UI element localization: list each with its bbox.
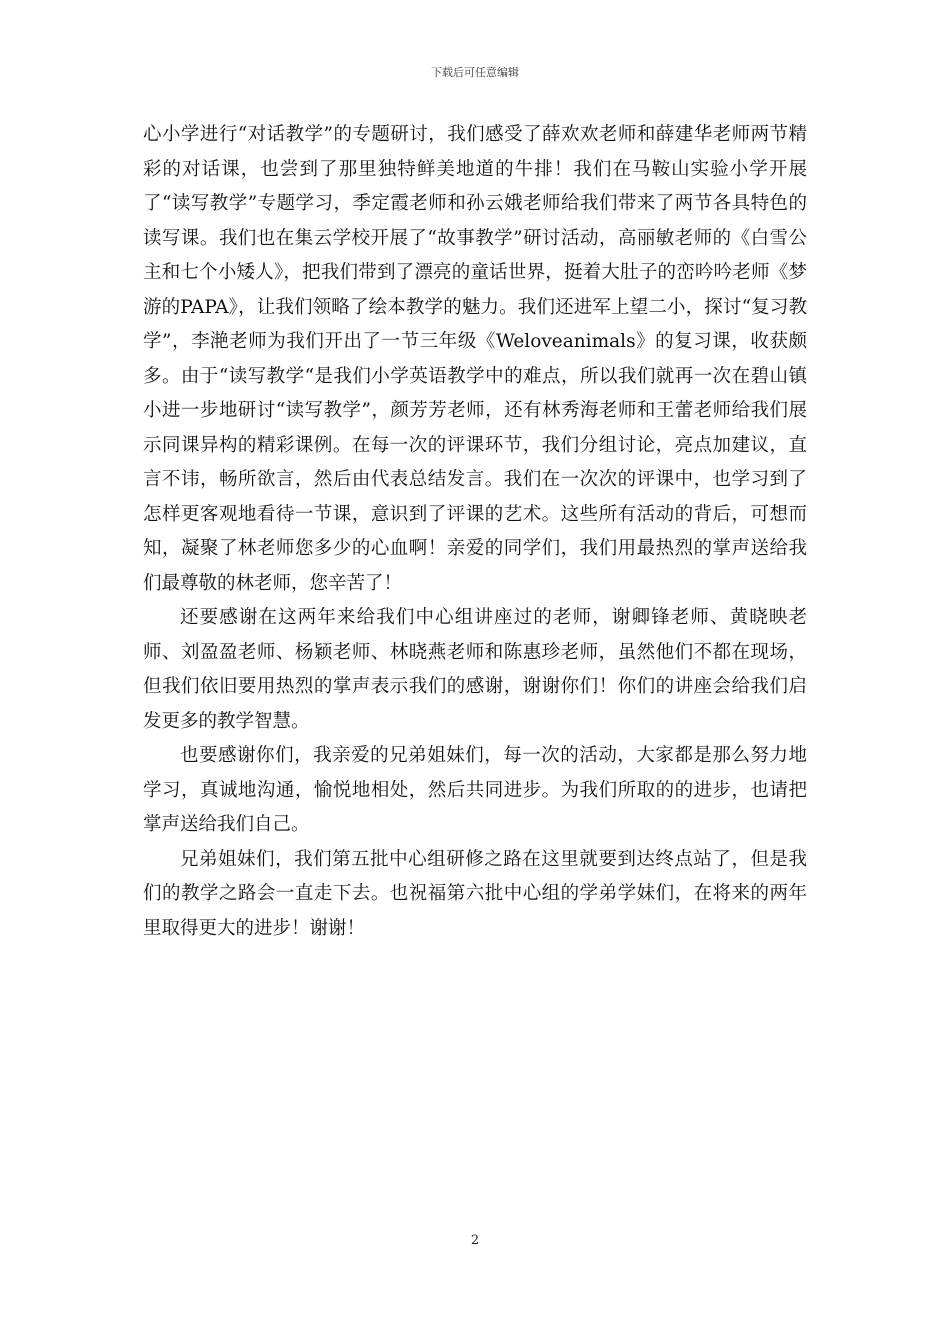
page-header: 下载后可任意编辑 — [431, 66, 519, 79]
paragraph-thanks-peers: 也要感谢你们，我亲爱的兄弟姐妹们，每一次的活动，大家都是那么努力地学习，真诚地沟通，愉悦地相处，然后共同进步。为我们所取的的进步，也请把掌声送给我们自己。 — [143, 745, 807, 835]
paragraph-closing: 兄弟姐妹们，我们第五批中心组研修之路在这里就要到达终点站了，但是我们的教学之路会一直走下去。也祝福第六批中心组的学弟学妹们，在将来的两年里取得更大的进步！谢谢！ — [143, 848, 807, 939]
paragraph-continuation: 心小学进行“对话教学”的专题研讨，我们感受了薛欢欢老师和薛建华老师两节精彩的对话课，也尝到了那里独特鲜美地道的牛排！我们在马鞍山实验小学开展了“读写教学”专题学习，季定霞老师和孙云娥老师给我们带来了两节各具特色的读写课。我们也在集云学校开展了“故事教学”研讨活动，高丽敏老师的《白雪公主和七个小矮人》，把我们带到了漂亮的童话世界，挺着大肚子的峦吟吟老师《梦游的PAPA》，让我们领略了绘本教学的魅力。我们还进军上望二小，探讨“复习教学”，李滟老师为我们开出了一节三年级《Weloveanimals》的复习课，收获颇多。由于“读写教学“是我们小学英语教学中的难点，所以我们就再一次在碧山镇小进一步地研讨“读写教学”，颜芳芳老师，还有林秀海老师和王蕾老师给我们展示同课异构的精彩课例。在每一次的评课环节，我们分组讨论，亮点加建议，直言不讳，畅所欲言，然后由代表总结发言。我们在一次次的评课中，也学习到了怎样更客观地看待一节课，意识到了评课的艺术。这些所有活动的背后，可想而知，凝聚了林老师您多少的心血啊！亲爱的同学们，我们用最热烈的掌声送给我们最尊敬的林老师，您辛苦了！ — [143, 124, 807, 594]
page-number: 2 — [470, 1233, 480, 1248]
paragraph-thanks-lecturers: 还要感谢在这两年来给我们中心组讲座过的老师，谢卿锋老师、黄晓映老师、刘盈盈老师、杨颖老师、林晓燕老师和陈惠珍老师，虽然他们不都在现场，但我们依旧要用热烈的掌声表示我们的感谢，谢谢你们！你们的讲座会给我们启发更多的教学智慧。 — [143, 607, 807, 732]
document-body — [143, 118, 807, 946]
